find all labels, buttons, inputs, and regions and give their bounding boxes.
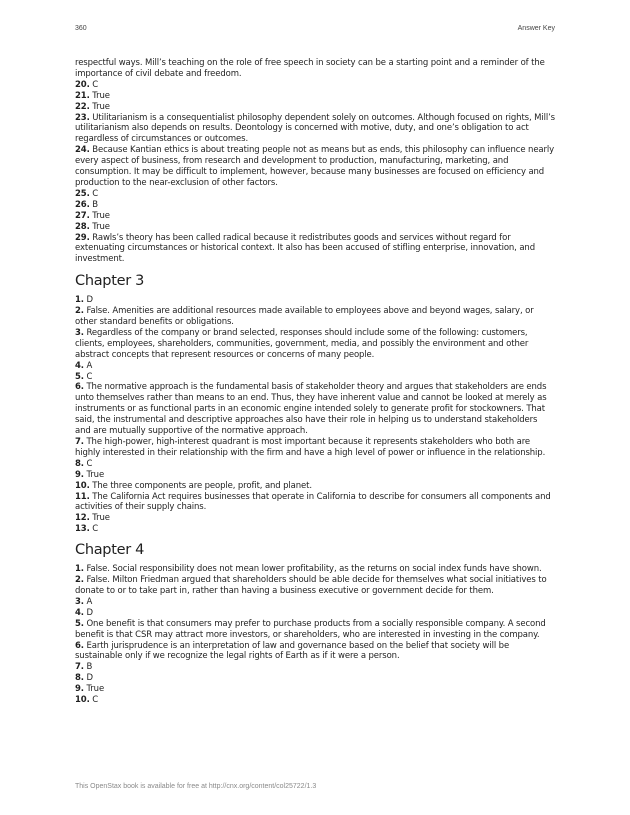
answer-item <box>75 382 555 437</box>
chapter-3-heading: Chapter 3 <box>75 273 145 290</box>
answer-text: Because Kantian ethics is about treating people not as means but as ends, this philosophy can influence nearly every aspect of business, from research and development to production, manufacturing, marketing, and consumption. It may be difficult to implement, however, because many businesses are focused on efficiency and production to the near-exclusion of other factors. <box>75 145 555 188</box>
answer-item <box>75 575 555 597</box>
chapter-4-answer-list <box>75 564 555 706</box>
answer-number: 9. <box>75 684 84 695</box>
continuation-paragraph: respectful ways. Mill’s teaching on the role of free speech in society can be a starting point and a reminder of the importance of civil debate and freedom. <box>75 58 545 79</box>
answer-number: 8. <box>75 458 84 469</box>
answer-number: 4. <box>75 607 84 618</box>
intro-answer-list <box>75 80 555 265</box>
answer-number: 27. <box>75 210 90 221</box>
answer-text: True <box>89 513 110 524</box>
answer-number: 3. <box>75 327 84 338</box>
answer-text: The high-power, high-interest quadrant is most important because it represents stakeholders who both are highly interested in their relationship with the firm and have a high level of power or influence in the relationship. <box>75 437 546 458</box>
answer-item <box>75 481 555 492</box>
page-number: 360 <box>75 25 87 32</box>
answer-number: 22. <box>75 101 90 112</box>
answer-number: 7. <box>75 437 84 447</box>
answer-item <box>75 662 555 673</box>
answer-number: 28. <box>75 221 90 232</box>
answer-number: 4. <box>75 360 84 371</box>
answer-item <box>75 200 555 211</box>
page-footer: This OpenStax book is available for free at http://cnx.org/content/col25722/1.3 <box>75 783 317 790</box>
answer-item <box>75 295 555 306</box>
answer-text: One benefit is that consumers may prefer to purchase products from a socially responsible company. A second benefit is that CSR may attract more investors, or shareholders, who are interested in investing in the company. <box>75 618 546 640</box>
answer-number: 25. <box>75 188 90 199</box>
answer-text: True <box>89 210 110 221</box>
answer-text: False. Social responsibility does not mean lower profitability, as the returns on social index funds have shown. <box>83 564 542 575</box>
answer-item <box>75 619 555 641</box>
answer-item <box>75 673 555 684</box>
answer-text: True <box>89 101 110 112</box>
answer-text: D <box>83 673 93 684</box>
answer-text: False. Milton Friedman argued that shareholders should be able decide for themselves what social initiatives to donate to or to take part in, rather than having a business executive or government decide for them. <box>75 575 547 596</box>
chapter-3-answer-list <box>75 295 555 535</box>
answer-item <box>75 211 555 222</box>
answer-text: The California Act requires businesses that operate in California to describe for consumers all components and activities of their supply chains. <box>75 491 551 513</box>
answer-number: 21. <box>75 90 90 101</box>
answer-item <box>75 306 555 328</box>
answer-text: True <box>89 90 110 101</box>
answer-number: 2. <box>75 306 84 317</box>
answer-item <box>75 189 555 200</box>
answer-item <box>75 597 555 608</box>
answer-number: 1. <box>75 295 84 306</box>
answer-text: D <box>83 607 93 618</box>
answer-item <box>75 361 555 372</box>
page-header <box>75 25 555 37</box>
answer-text: B <box>89 199 98 210</box>
answer-item <box>75 524 555 535</box>
answer-text: C <box>89 695 99 706</box>
answer-text: B <box>83 662 93 673</box>
answer-item <box>75 328 555 361</box>
answer-text: C <box>89 188 99 199</box>
answer-item <box>75 470 555 481</box>
answer-number: 2. <box>75 575 84 586</box>
answer-item <box>75 222 555 233</box>
answer-number: 10. <box>75 480 90 491</box>
answer-number: 13. <box>75 524 90 535</box>
answer-text: False. Amenities are additional resources made available to employees above and beyond wages, salary, or other standard benefits or obligations. <box>75 306 534 328</box>
answer-item <box>75 113 555 146</box>
answer-number: 20. <box>75 79 90 90</box>
answer-item <box>75 564 555 575</box>
answer-text: C <box>83 371 93 382</box>
answer-item <box>75 513 555 524</box>
answer-text: D <box>83 295 93 306</box>
answer-item <box>75 684 555 695</box>
answer-number: 23. <box>75 112 90 123</box>
answer-number: 6. <box>75 382 84 393</box>
answer-text: True <box>83 469 105 480</box>
answer-number: 29. <box>75 232 90 243</box>
answer-item <box>75 695 555 706</box>
answer-number: 1. <box>75 564 84 575</box>
answer-text: Regardless of the company or brand selected, responses should include some of the following: customers, clients, employees, shareholders, communities, government, media, and possibly the environment and other abstract concepts that represent resources or concerns of many people. <box>75 327 529 360</box>
answer-text: True <box>89 221 110 232</box>
answer-text: True <box>83 684 105 695</box>
answer-item <box>75 372 555 383</box>
chapter-4-heading: Chapter 4 <box>75 542 145 559</box>
answer-item <box>75 641 555 663</box>
answer-number: 5. <box>75 618 84 629</box>
answer-number: 5. <box>75 371 84 382</box>
answer-text: The normative approach is the fundamental basis of stakeholder theory and argues that stakeholders are ends unto themselves rather than means to an end. Thus, they have inherent value and cannot be looked at merely as instruments or as functional parts in an economic engine intended solely to generate profit for stockowners. That said, the instrumental and descriptive approaches also have their role in helping us to understand stakeholders and are mutually supportive of the normative approach. <box>75 382 547 437</box>
answer-text: Utilitarianism is a consequentialist philosophy dependent solely on outcomes. Although focused on rights, Mill’s utilitarianism also depends on results. Deontology is concerned with motive, duty, and one’s obligation to act regardless of circumstances or outcomes. <box>75 112 555 145</box>
answer-number: 8. <box>75 673 84 684</box>
section-title: Answer Key <box>517 25 555 32</box>
answer-item <box>75 608 555 619</box>
answer-key-content <box>75 58 555 706</box>
answer-text: The three components are people, profit, and planet. <box>89 480 312 491</box>
answer-number: 10. <box>75 695 90 706</box>
answer-item <box>75 102 555 113</box>
answer-number: 7. <box>75 662 84 673</box>
answer-item <box>75 91 555 102</box>
answer-number: 12. <box>75 513 90 524</box>
answer-number: 9. <box>75 469 84 480</box>
answer-number: 3. <box>75 596 84 607</box>
answer-item <box>75 492 555 514</box>
answer-number: 11. <box>75 491 90 502</box>
answer-item <box>75 80 555 91</box>
answer-text: A <box>83 596 93 607</box>
answer-text: Earth jurisprudence is an interpretation of law and governance based on the belief that society will be sustainable only if we recognize the legal rights of Earth as if it were a person. <box>75 640 510 662</box>
answer-text: Rawls’s theory has been called radical because it redistributes goods and services without regard for extenuating circumstances or historical context. It also has been accused of stifling enterprise, innovation, and investment. <box>75 232 535 265</box>
answer-item <box>75 233 555 266</box>
answer-number: 6. <box>75 640 84 651</box>
answer-number: 26. <box>75 199 90 210</box>
answer-item <box>75 437 555 459</box>
answer-text: A <box>83 360 93 371</box>
answer-text: C <box>83 458 93 469</box>
answer-text: C <box>89 524 99 535</box>
answer-number: 24. <box>75 145 90 156</box>
answer-text: C <box>89 79 99 90</box>
answer-item <box>75 459 555 470</box>
answer-item <box>75 145 555 189</box>
